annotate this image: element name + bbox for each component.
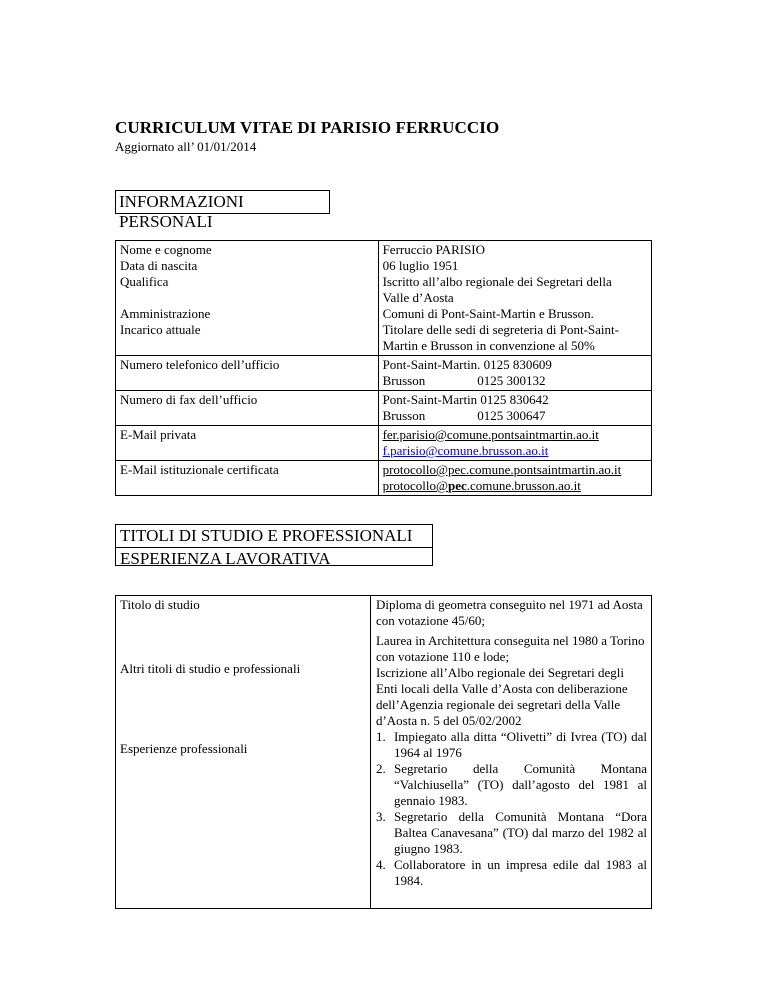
spacer xyxy=(120,677,366,741)
document-title: CURRICULUM VITAE DI PARISIO FERRUCCIO xyxy=(115,118,500,137)
altri-titoli-text: Iscrizione all’Albo regionale dei Segretari degli Enti locali della Valle d’Aosta con deliberazione dell’Agenzia regionale dei segretari della Valle d’Aosta n. 5 del 05/02/2002 xyxy=(375,665,628,728)
value-nome: Ferruccio PARISIO xyxy=(382,242,486,257)
label-telefono xyxy=(116,356,379,391)
table-row xyxy=(116,356,652,391)
value-email-privata xyxy=(378,426,651,461)
table-row xyxy=(116,426,652,461)
label-nome: Nome e cognome xyxy=(120,242,212,257)
label-email-privata xyxy=(116,426,379,461)
table-row xyxy=(116,596,652,909)
table-row xyxy=(116,241,652,356)
email-psm-text[interactable]: fer.parisio@comune.pontsaintmartin.ao.it xyxy=(382,427,599,442)
label-text: E-Mail istituzionale certificata xyxy=(120,462,279,477)
value-qualifica-1: Iscritto all’albo regionale dei Segretari della xyxy=(382,274,612,289)
value-email-pec xyxy=(378,461,651,496)
table-row xyxy=(116,461,652,496)
label-esperienze: Esperienze professionali xyxy=(120,741,248,756)
section-heading-line1: TITOLI DI STUDIO E PROFESSIONALI xyxy=(116,525,432,548)
label-altri-titoli: Altri titoli di studio e professionali xyxy=(120,661,301,676)
item-text: Impiegato alla ditta “Olivetti” di Ivrea (TO) dal 1964 al 1976 xyxy=(393,729,647,760)
value-amministrazione: Comuni di Pont-Saint-Martin e Brusson. xyxy=(382,306,594,321)
value-qualifica-2: Valle d’Aosta xyxy=(382,290,454,305)
label-cell xyxy=(116,596,371,909)
titolo-studio-diploma: Diploma di geometra conseguito nel 1971 ad Aosta con votazione 45/60; xyxy=(375,597,643,628)
value-incarico-2: Martin e Brusson in convenzione al 50% xyxy=(382,338,595,353)
list-item xyxy=(376,761,647,809)
value-incarico-1: Titolare delle sedi di segreteria di Pont-Saint- xyxy=(382,322,619,337)
list-item xyxy=(376,809,647,857)
section-heading-line2: ESPERIENZA LAVORATIVA xyxy=(120,549,331,568)
email-brusson-text[interactable]: f.parisio@comune.brusson.ao.it xyxy=(382,443,549,458)
email-brusson-link[interactable] xyxy=(383,443,647,459)
pec-brusson-bold[interactable]: pec xyxy=(447,478,467,493)
spacer xyxy=(120,613,366,661)
value-cell xyxy=(378,241,651,356)
fax-psm: Pont-Saint-Martin 0125 830642 xyxy=(382,392,549,407)
phone-psm: Pont-Saint-Martin. 0125 830609 xyxy=(382,357,552,372)
label-text: E-Mail privata xyxy=(120,427,197,442)
table-row xyxy=(116,391,652,426)
section-heading-informazioni xyxy=(115,190,330,231)
pec-psm-text[interactable]: protocollo@pec.comune.pontsaintmartin.ao.it xyxy=(382,462,622,477)
label-nascita: Data di nascita xyxy=(120,258,198,273)
value-fax xyxy=(378,391,651,426)
value-telefono xyxy=(378,356,651,391)
studies-table xyxy=(115,595,652,909)
label-qualifica: Qualifica xyxy=(120,274,169,289)
item-number: 1. xyxy=(375,729,386,744)
section-heading-text: INFORMAZIONI PERSONALI xyxy=(119,192,244,231)
phone-brusson: Brusson 0125 300132 xyxy=(382,373,546,388)
item-number: 3. xyxy=(375,809,386,824)
spacer xyxy=(120,757,366,907)
label-text: Numero di fax dell’ufficio xyxy=(120,392,258,407)
item-number: 4. xyxy=(375,857,386,872)
item-text: Collaboratore in un impresa edile dal 1983 al 1984. xyxy=(393,857,647,888)
label-fax xyxy=(116,391,379,426)
item-number: 2. xyxy=(375,761,386,776)
value-nascita: 06 luglio 1951 xyxy=(382,258,459,273)
pec-brusson-suffix[interactable]: .comune.brusson.ao.it xyxy=(466,478,581,493)
pec-brusson-prefix[interactable]: protocollo@ xyxy=(382,478,448,493)
label-cell xyxy=(116,241,379,356)
pec-psm-link[interactable] xyxy=(383,462,647,478)
label-email-pec xyxy=(116,461,379,496)
list-item xyxy=(376,857,647,889)
label-titolo-studio: Titolo di studio xyxy=(120,597,200,612)
experience-list xyxy=(376,729,647,889)
item-text: Segretario della Comunità Montana “Dora Baltea Canavesana” (TO) dal marzo del 1982 al giugno 1983. xyxy=(393,809,647,856)
label-text: Numero telefonico dell’ufficio xyxy=(120,357,280,372)
email-psm-link[interactable] xyxy=(383,427,647,443)
pec-brusson-link[interactable] xyxy=(383,478,647,494)
item-text: Segretario della Comunità Montana “Valchiusella” (TO) dall’agosto del 1981 al gennaio 1983. xyxy=(393,761,647,808)
update-date: Aggiornato all’ 01/01/2014 xyxy=(115,139,257,154)
titolo-studio-laurea: Laurea in Architettura conseguita nel 1980 a Torino con votazione 110 e lode; xyxy=(375,633,645,664)
label-amministrazione: Amministrazione xyxy=(120,306,211,321)
label-spacer xyxy=(120,290,374,306)
fax-brusson: Brusson 0125 300647 xyxy=(382,408,546,423)
personal-info-table xyxy=(115,240,652,496)
label-incarico: Incarico attuale xyxy=(120,322,201,337)
list-item xyxy=(376,729,647,761)
section-heading-titoli xyxy=(115,524,433,566)
value-cell xyxy=(370,596,651,909)
